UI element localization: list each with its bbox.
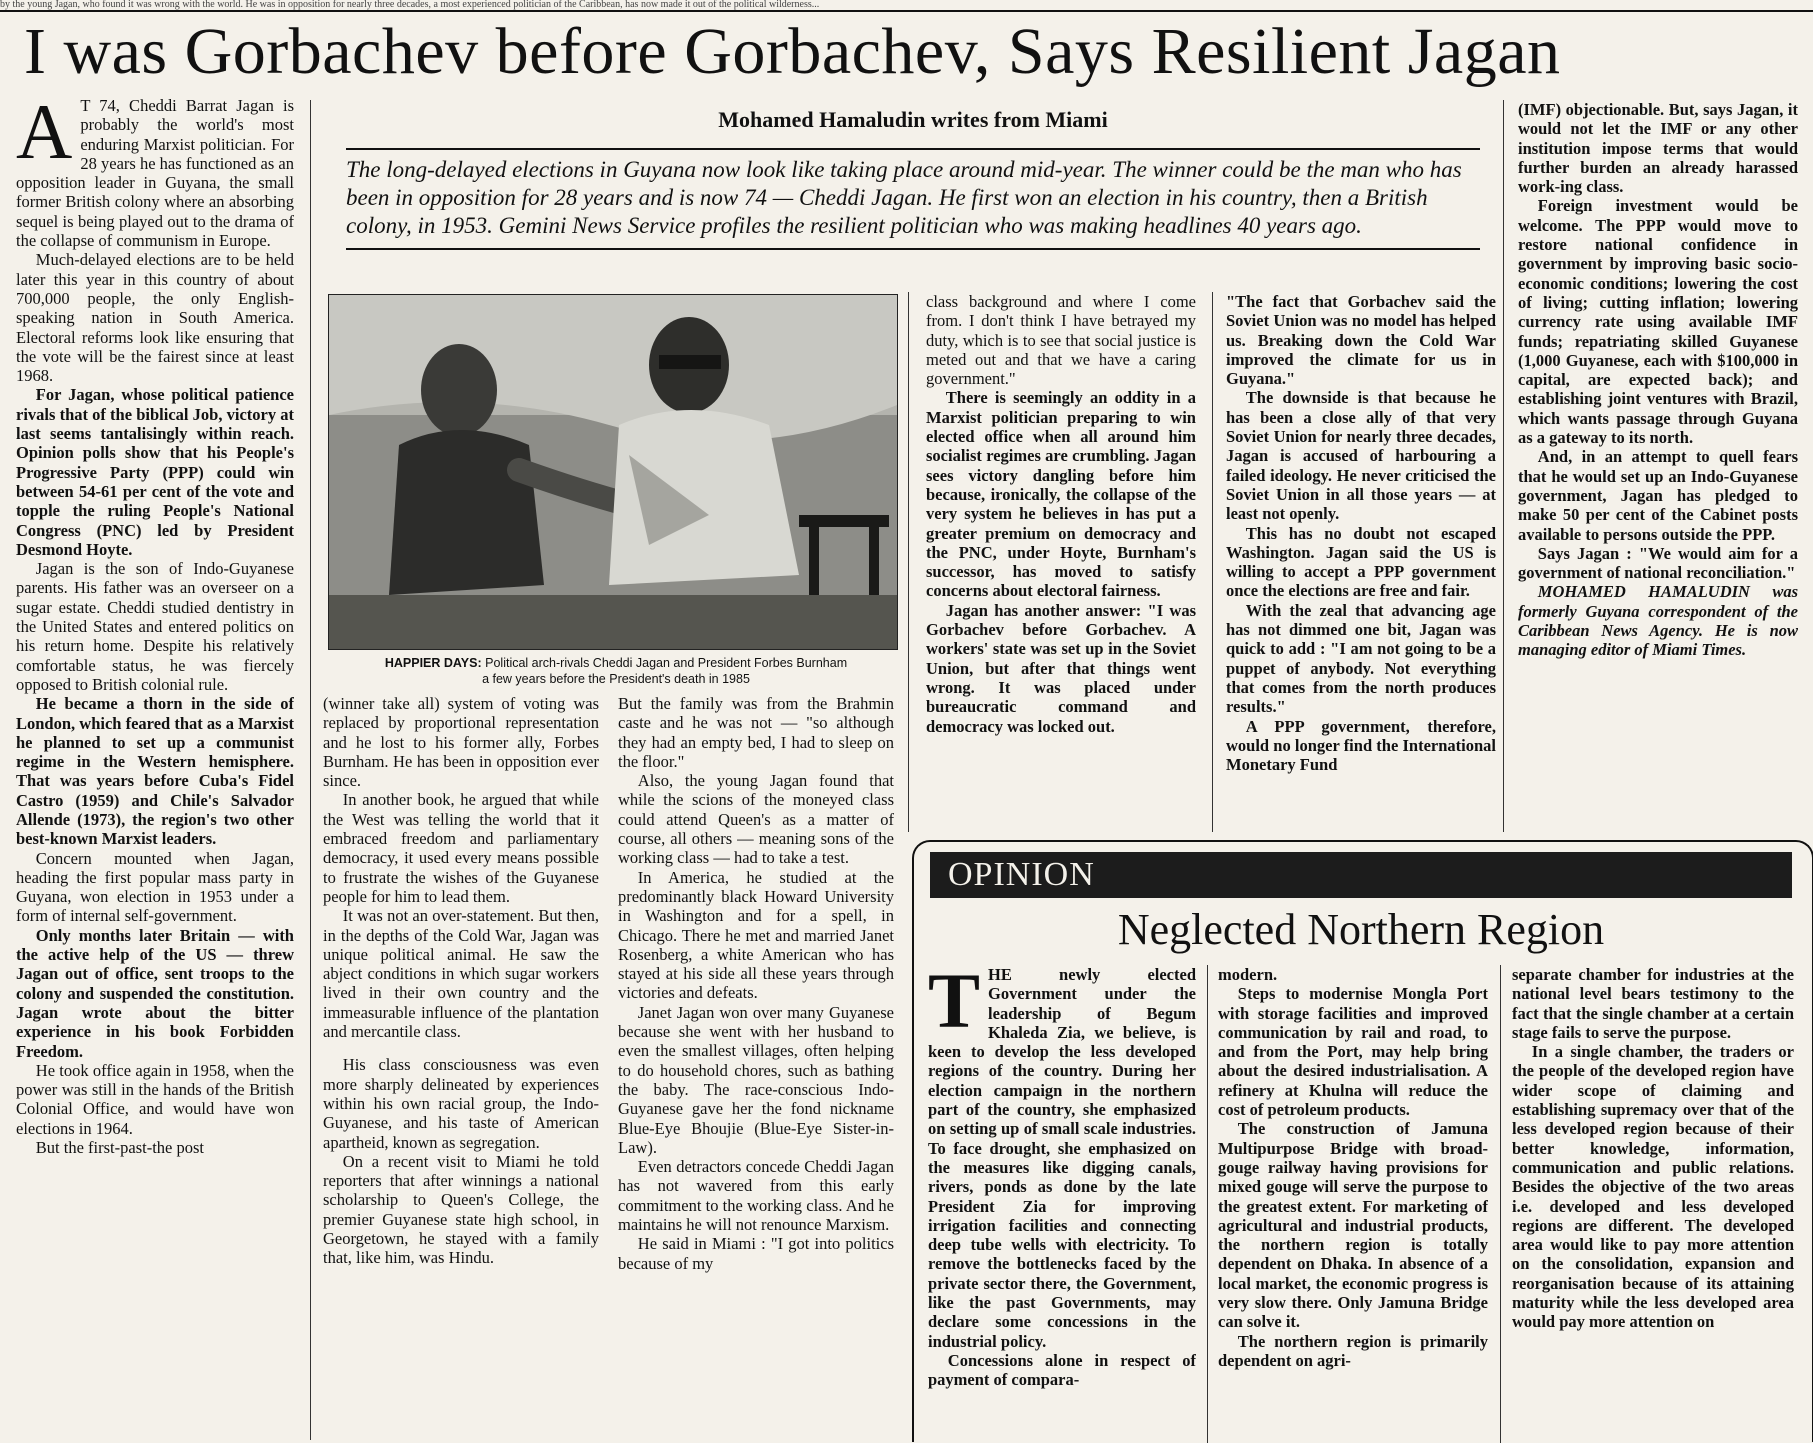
paragraph: This has no doubt not escaped Washington. Jagan said the US is willing to accept a PPP government once the elections are free and fair. bbox=[1226, 523, 1496, 601]
caption-text: Political arch-rivals Cheddi Jagan and President Forbes Burnham bbox=[481, 656, 848, 670]
column-rule bbox=[310, 100, 311, 1440]
opinion-column-1 bbox=[928, 965, 1196, 1443]
column-rule bbox=[908, 292, 909, 832]
author-note: MOHAMED HAMALUDIN was formerly Guyana correspondent of the Caribbean News Agency. He is now managing editor of Miami Times. bbox=[1518, 582, 1798, 660]
paragraph: He became a thorn in the side of London, which feared that as a Marxist he planned to set up a communist regime in the Western hemisphere. That was years before Cuba's Fidel Castro (1959) and Chile's Salvador Allende (1973), the region's two other best-known Marxist leaders. bbox=[16, 694, 294, 849]
article-column-5 bbox=[1226, 292, 1496, 832]
paragraph: (IMF) objectionable. But, says Jagan, it would not let the IMF or any other institution impose terms that would further burden an already harassed work-ing class. bbox=[1518, 100, 1798, 197]
paragraph: T 74, Cheddi Barrat Jagan is probably the world's most enduring Marxist politician. For 28 years he has functioned as an opposition leader in Guyana, the small former British colony where an absorbing sequel is being played out to the drama of the collapse of communism in Europe. bbox=[16, 96, 294, 251]
column-rule bbox=[1500, 965, 1501, 1443]
paragraph: Much-delayed elections are to be held later this year in this country of about 700,000 people, the only English-speaking nation in South America. Electoral reforms look like ensuring that the vote will be the fairest since at least 1968. bbox=[16, 250, 294, 386]
intro-standfirst: The long-delayed elections in Guyana now look like taking place around mid-year. The winner could be the man who has been in opposition for 28 years and is now 74 — Cheddi Jagan. He first won an election in his country, then a British colony, in 1953. Gemini News Service profiles the resilient politician who was making headlines 40 years ago. bbox=[346, 148, 1480, 250]
column-rule bbox=[1207, 965, 1208, 1443]
paragraph: He took office again in 1958, when the power was still in the hands of the British Colonial Office, and would have won elections in 1964. bbox=[16, 1060, 294, 1138]
paragraph: Concessions alone in respect of payment of compara- bbox=[928, 1350, 1196, 1390]
paragraph: (winner take all) system of voting was replaced by proportional representation and he lost to his former ally, Forbes Burnham. He has been in opposition ever since. bbox=[323, 694, 599, 791]
paragraph: "The fact that Gorbachev said the Soviet Union was no model has helped us. Breaking down the Cold War improved the climate for us in Guyana." bbox=[1226, 292, 1496, 389]
paragraph: But the first-past-the post bbox=[35, 1138, 204, 1158]
paragraph: Says Jagan : "We would aim for a government of national reconciliation." bbox=[1518, 543, 1798, 583]
opinion-column-2 bbox=[1218, 965, 1488, 1443]
paragraph: But the family was from the Brahmin caste and he was not — "so although they had an empty bed, I had to sleep on the floor." bbox=[618, 694, 894, 771]
drop-cap: T bbox=[928, 965, 981, 1044]
paragraph: HE newly elected Government under the leadership of Begum Khaleda Zia, we believe, is keen to develop the less developed regions of the country. During her election campaign in the northern part of the country, she emphasized on setting up of small scale industries. To face drought, she emphasized on the measures like digging canals, rivers, ponds as done by the late President Zia for improving irrigation facilities and connecting deep tube wells with electricity. To remove the bottlenecks faced by the private sector there, the Government, like the past Governments, may declare some concessions in the industrial policy. bbox=[928, 965, 1196, 1351]
paragraph: Janet Jagan won over many Guyanese because she went with her husband to even the smallest villages, often helping to do household chores, such as bathing the baby. The race-conscious Indo-Guyanese gave her the fond nickname Blue-Eye Bhoujie (Blue-Eye Sister-in-Law). bbox=[618, 1002, 894, 1157]
news-photo bbox=[328, 294, 898, 650]
article-column-6 bbox=[1518, 100, 1798, 832]
opinion-tag: OPINION bbox=[930, 852, 1792, 898]
paragraph: There is seemingly an oddity in a Marxist politician preparing to win elected office when all around him socialist regimes are crumbling. Jagan sees victory dangling before him because, ironically, the collapse of the very system he believes in has put a greater premium on democracy and the PNC, under Hoyte, Burnham's successor, has moved to satisfy concerns about electoral fairness. bbox=[926, 388, 1196, 601]
paragraph: separate chamber for industries at the national level bears testimony to the fact that the single chamber at a certain stage fails to serve the purpose. bbox=[1512, 965, 1794, 1042]
article-column-1 bbox=[16, 96, 294, 1443]
paragraph: In another book, he argued that while the West was telling the world that it embraced freedom and parliamentary democracy, it used every means possible to frustrate the wishes of the Guyanese people for him to lead them. bbox=[323, 790, 599, 906]
opinion-column-3 bbox=[1512, 965, 1794, 1443]
paragraph: Also, the young Jagan found that while the scions of the moneyed class could attend Queen's as a matter of course, all others — meaning sons of the working class — had to take a test. bbox=[618, 771, 894, 868]
article-column-4 bbox=[926, 292, 1196, 832]
paragraph: Foreign investment would be welcome. The PPP would move to restore national confidence in government by improving basic socio-economic conditions; lowering the cost of living; cutting inflation; lowering currency rate using available IMF funds; repatriating skilled Guyanese (1,000 Guyanese, each with $100,000 in capital, are expected back); and establishing joint ventures with Brazil, which wants passage through Guyana as a gateway to its north. bbox=[1518, 196, 1798, 448]
paragraph: It was not an over-statement. But then, in the depths of the Cold War, Jagan was unique political animal. He saw the abject conditions in which sugar workers lived in their own country and the immeasurable influence of the plantation and mercantile class. bbox=[323, 906, 599, 1042]
paragraph: He said in Miami : "I got into politics because of my bbox=[618, 1234, 894, 1273]
photo-caption bbox=[326, 655, 906, 687]
article-column-3 bbox=[618, 694, 894, 1443]
column-rule bbox=[1212, 292, 1213, 832]
paragraph: On a recent visit to Miami he told reporters that after winnings a national scholarship to Queen's College, the premier Guyanese state high school, in Georgetown, he stayed with a family that, like him, was Hindu. bbox=[323, 1151, 599, 1268]
paragraph: With the zeal that advancing age has not dimmed one bit, Jagan was quick to add : "I am not going to be a puppet of anybody. Not everything that comes from the north produces results." bbox=[1226, 600, 1496, 717]
paragraph: class background and where I come from. I don't think I have betrayed my duty, which is to see that social justice is meted out and that we have a caring government." bbox=[926, 292, 1196, 389]
paragraph: Only months later Britain — with the active help of the US — threw Jagan out of office, sent troops to the colony and suspended the constitution. Jagan wrote about the bitter experience in his book Forbidden Freedom. bbox=[16, 925, 294, 1061]
paragraph: modern. bbox=[1218, 965, 1278, 984]
paragraph: And, in an attempt to quell fears that he would set up an Indo-Guyanese government, Jagan has pledged to make 50 per cent of the Cabinet posts available to persons outside the PPP. bbox=[1518, 447, 1798, 544]
paragraph: His class consciousness was even more sharply delineated by experiences within his own racial group, the Indo-Guyanese, and his taste of American apartheid, known as segregation. bbox=[323, 1055, 599, 1152]
drop-cap: A bbox=[16, 96, 73, 175]
caption-line-2: a few years before the President's death in 1985 bbox=[482, 672, 750, 686]
opinion-headline: Neglected Northern Region bbox=[1117, 905, 1605, 954]
paragraph: In America, he studied at the predominantly black Howard University in Washington and for a spell, in Chicago. There he met and married Janet Rosenberg, a white American who has stayed at his side all these years through victories and defeats. bbox=[618, 867, 894, 1003]
paragraph: For Jagan, whose political patience rivals that of the biblical Job, victory at last seems tantalisingly within reach. Opinion polls show that his People's Progressive Party (PPP) could win between 54-61 per cent of the vote and topple the ruling People's National Congress (PNC) led by President Desmond Hoyte. bbox=[16, 385, 294, 559]
top-strip: by the young Jagan, who found it was wrong with the world. He was in opposition for nearly three decades, a most experienced politician of the Caribbean, has now made it out of the political wilderness... bbox=[0, 0, 1813, 12]
paragraph: The northern region is primarily dependent on agri- bbox=[1218, 1331, 1488, 1370]
column-rule bbox=[1503, 100, 1504, 832]
paragraph: Jagan is the son of Indo-Guyanese parents. His father was an overseer on a sugar estate. Cheddi studied dentistry in the United States and entered politics on his return home. Despite his relatively comfortable status, he was fiercely opposed to British colonial rule. bbox=[16, 559, 294, 694]
paragraph: Steps to modernise Mongla Port with storage facilities and improved communication by rail and road, to and from the Port, may help bring about the desired industrialisation. A refinery at Khulna will reduce the cost of petroleum products. bbox=[1218, 984, 1488, 1120]
byline: Mohamed Hamaludin writes from Miami bbox=[718, 107, 1108, 132]
headline: I was Gorbachev before Gorbachev, Says Resilient Jagan bbox=[24, 15, 1561, 88]
article-column-2 bbox=[323, 694, 599, 1443]
paragraph: The construction of Jamuna Multipurpose Bridge with broad-gouge railway having provisions for mixed gouge will serve the purpose to the greatest extent. For marketing of agricultural and industrial products, the northern region is totally dependent on Dhaka. In absence of a local market, the economic progress is very slow there. Only Jamuna Bridge can solve it. bbox=[1218, 1119, 1488, 1332]
paragraph: Concern mounted when Jagan, heading the first popular mass party in Guyana, won election in 1953 under a form of internal self-government. bbox=[16, 848, 294, 926]
paragraph: The downside is that because he has been a close ally of that very Soviet Union for nearly three decades, Jagan is accused of harbouring a failed ideology. He never criticised the Soviet Union in all those years — at least not openly. bbox=[1226, 388, 1496, 524]
paragraph: A PPP government, therefore, would no longer find the International Monetary Fund bbox=[1226, 716, 1496, 775]
paragraph: Jagan has another answer: "I was Gorbachev before Gorbachev. A workers' state was set up in the Soviet Union, but after that things went wrong. It was placed under bureaucratic command and democracy was locked out. bbox=[926, 600, 1196, 736]
paragraph: In a single chamber, the traders or the people of the developed region have wider scope of claiming and establishing supremacy over that of the less developed region because of their better knowledge, information, communication and public relations. Besides the objective of the two areas i.e. developed and less developed regions are different. The developed area would like to pay more attention on the consolidation, expansion and reorganisation because of its attaining maturity while the less developed area would pay more attention on bbox=[1512, 1042, 1794, 1332]
paragraph: Even detractors concede Cheddi Jagan has not wavered from this early commitment to the working class. And he maintains he will not renounce Marxism. bbox=[618, 1157, 894, 1235]
caption-lead: HAPPIER DAYS: bbox=[384, 656, 482, 670]
